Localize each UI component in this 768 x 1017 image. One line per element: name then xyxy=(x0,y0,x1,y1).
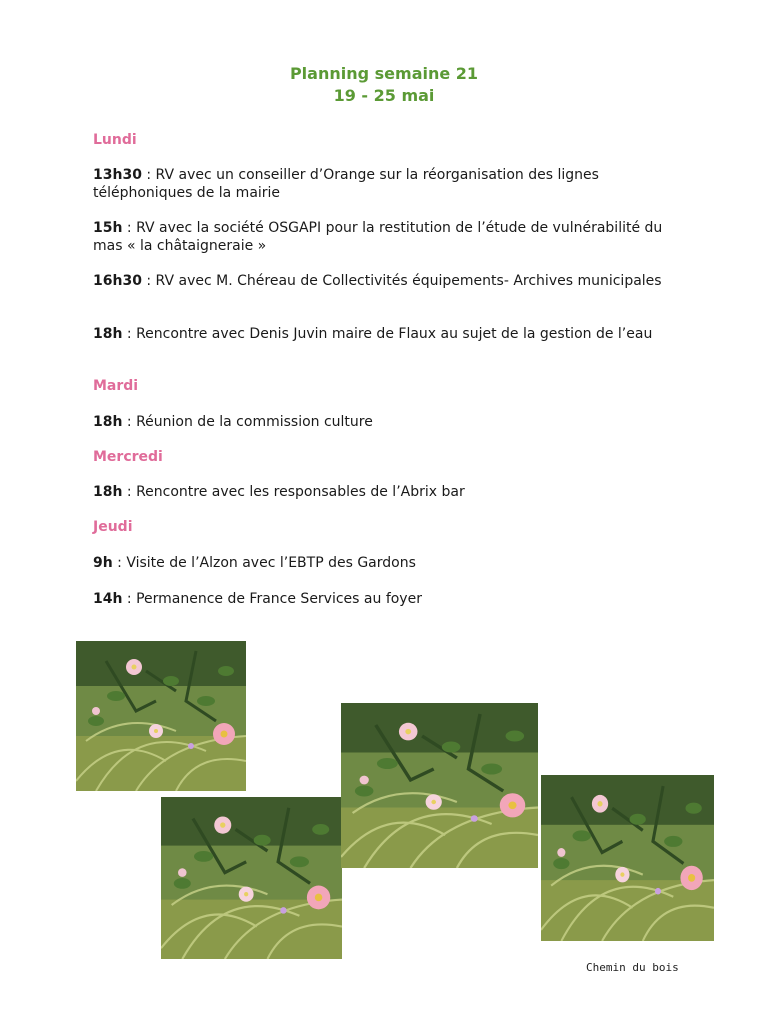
entry-3 xyxy=(93,272,683,290)
day-heading-jeudi: Jeudi xyxy=(93,519,133,535)
entry-time: 15h xyxy=(93,220,123,236)
entry-4 xyxy=(93,325,683,343)
page-subtitle-dates: 19 - 25 mai xyxy=(333,86,435,105)
entry-text: : Réunion de la commission culture xyxy=(122,414,373,430)
entry-2 xyxy=(93,219,683,255)
entry-text: : RV avec un conseiller d’Orange sur la réorganisation des lignes téléphoniques de la mairie xyxy=(93,167,599,201)
photo-image xyxy=(161,797,342,959)
photo-caption: Chemin du bois xyxy=(586,961,679,974)
entry-time: 9h xyxy=(93,555,113,571)
photo-image xyxy=(541,775,714,941)
entry-time: 16h30 xyxy=(93,273,142,289)
photo-wild-rose-3 xyxy=(341,703,538,868)
entry-text: : Permanence de France Services au foyer xyxy=(122,591,422,607)
entry-text: : RV avec la société OSGAPI pour la restitution de l’étude de vulnérabilité du mas « la châtaigneraie » xyxy=(93,220,663,254)
photo-wild-rose-4 xyxy=(541,775,714,941)
entry-text: : Rencontre avec Denis Juvin maire de Flaux au sujet de la gestion de l’eau xyxy=(122,326,653,342)
entry-time: 14h xyxy=(93,591,123,607)
entry-time: 18h xyxy=(93,414,123,430)
entry-time: 13h30 xyxy=(93,167,142,183)
entry-text: : Visite de l’Alzon avec l’EBTP des Gardons xyxy=(112,555,416,571)
photo-image xyxy=(76,641,246,791)
photo-image xyxy=(341,703,538,868)
page-title: Planning semaine 21 xyxy=(289,64,479,83)
photo-wild-rose-1 xyxy=(76,641,246,791)
entry-6 xyxy=(93,483,683,501)
entry-text: : RV avec M. Chéreau de Collectivités équipements- Archives municipales xyxy=(141,273,662,289)
photo-wild-rose-2 xyxy=(161,797,342,959)
entry-8 xyxy=(93,590,683,608)
entry-1 xyxy=(93,166,683,202)
entry-time: 18h xyxy=(93,484,123,500)
entry-5 xyxy=(93,413,683,431)
entry-text: : Rencontre avec les responsables de l’Abrix bar xyxy=(122,484,465,500)
day-heading-lundi: Lundi xyxy=(93,132,137,148)
day-heading-mercredi: Mercredi xyxy=(93,449,163,465)
day-heading-mardi: Mardi xyxy=(93,378,139,394)
entry-7 xyxy=(93,554,683,572)
entry-time: 18h xyxy=(93,326,123,342)
